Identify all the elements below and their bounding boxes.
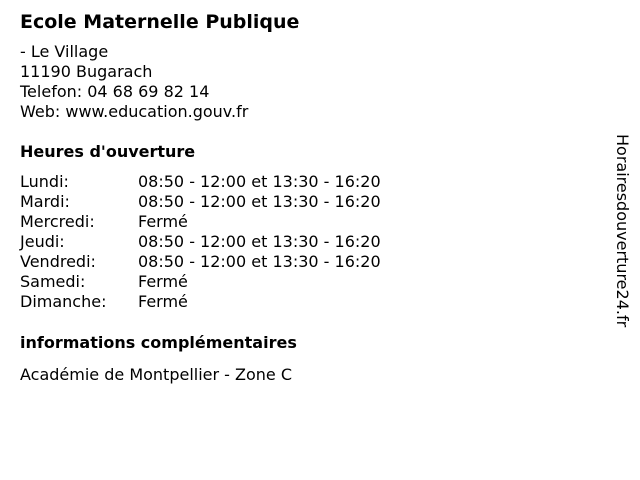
- phone-number: Telefon: 04 68 69 82 14: [20, 82, 210, 101]
- hours-row-wednesday: [20, 212, 600, 232]
- time-value: Fermé: [138, 272, 188, 291]
- hours-row-sunday: [20, 292, 600, 312]
- school-card: [20, 10, 600, 385]
- opening-hours-heading: Heures d'ouverture: [20, 142, 196, 161]
- address-street: - Le Village: [20, 42, 109, 61]
- day-label: Jeudi:: [20, 232, 65, 251]
- school-name: Ecole Maternelle Publique: [20, 11, 300, 33]
- opening-hours-table: [20, 172, 600, 312]
- time-value: Fermé: [138, 292, 188, 311]
- additional-info-text: Académie de Montpellier - Zone C: [20, 365, 293, 384]
- address-block: [20, 42, 600, 122]
- hours-row-tuesday: [20, 192, 600, 212]
- site-watermark: Horairesdouverture24.fr: [613, 134, 632, 328]
- time-value: 08:50 - 12:00 et 13:30 - 16:20: [138, 252, 381, 271]
- day-label: Vendredi:: [20, 252, 96, 271]
- day-label: Samedi:: [20, 272, 86, 291]
- day-label: Dimanche:: [20, 292, 107, 311]
- time-value: 08:50 - 12:00 et 13:30 - 16:20: [138, 232, 381, 251]
- website-link[interactable]: Web: www.education.gouv.fr: [20, 102, 249, 121]
- time-value: 08:50 - 12:00 et 13:30 - 16:20: [138, 172, 381, 191]
- additional-info-heading: informations complémentaires: [20, 333, 297, 352]
- address-city: 11190 Bugarach: [20, 62, 153, 81]
- day-label: Mercredi:: [20, 212, 95, 231]
- hours-row-friday: [20, 252, 600, 272]
- day-label: Lundi:: [20, 172, 69, 191]
- time-value: Fermé: [138, 212, 188, 231]
- hours-row-monday: [20, 172, 600, 192]
- hours-row-thursday: [20, 232, 600, 252]
- time-value: 08:50 - 12:00 et 13:30 - 16:20: [138, 192, 381, 211]
- hours-row-saturday: [20, 272, 600, 292]
- day-label: Mardi:: [20, 192, 70, 211]
